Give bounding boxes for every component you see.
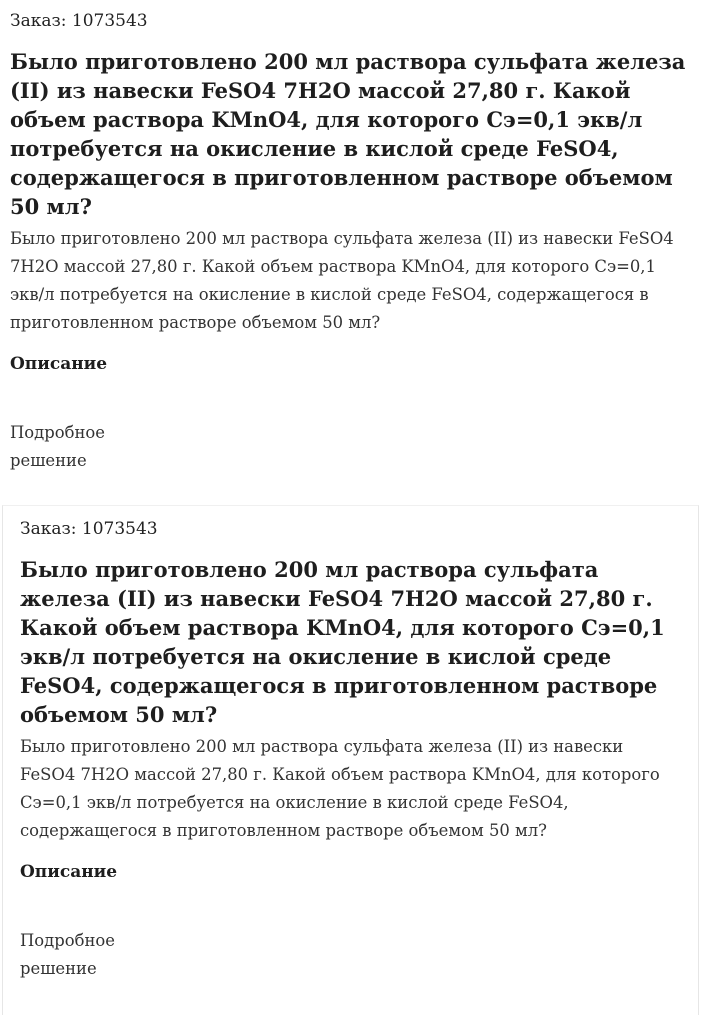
description-heading: Описание (10, 354, 108, 374)
detailed-solution-link[interactable]: Подробное решение (20, 931, 115, 978)
order-number: Заказ: 1073543 (10, 11, 148, 31)
problem-text: Было приготовлено 200 мл раствора сульфата железа (II) из навески FeSO4 7H2O массой 27,80 г. Какой объем раствора KMnO4, для которого Cэ=0,1 экв/л потребуется на окисление в кислой среде FeSO4, содержащегося в приготовленном растворе объемом 50 мл? (10, 229, 674, 332)
problem-title: Было приготовлено 200 мл раствора сульфата железа (II) из навески FeSO4 7H2O массой 27,80 г. Какой объем раствора KMnO4, для которого Cэ=0,1 экв/л потребуется на окисление в кислой среде FeSO4, содержащегося в приготовленном растворе объемом 50 мл? (10, 49, 686, 219)
order-card (0, 0, 701, 475)
description-heading: Описание (20, 862, 118, 882)
problem-title: Было приготовлено 200 мл раствора сульфата железа (II) из навески FeSO4 7H2O массой 27,80 г. Какой объем раствора KMnO4, для которого Cэ=0,1 экв/л потребуется на окисление в кислой среде FeSO4, содержащегося в приготовленном растворе объемом 50 мл? (20, 557, 665, 727)
order-card (2, 505, 699, 1015)
problem-text: Было приготовлено 200 мл раствора сульфата железа (II) из навески FeSO4 7H2O массой 27,80 г. Какой объем раствора KMnO4, для которого Cэ=0,1 экв/л потребуется на окисление в кислой среде FeSO4, содержащегося в приготовленном растворе объемом 50 мл? (20, 737, 660, 840)
order-number: Заказ: 1073543 (20, 519, 158, 539)
detailed-solution-link[interactable]: Подробное решение (10, 423, 105, 470)
